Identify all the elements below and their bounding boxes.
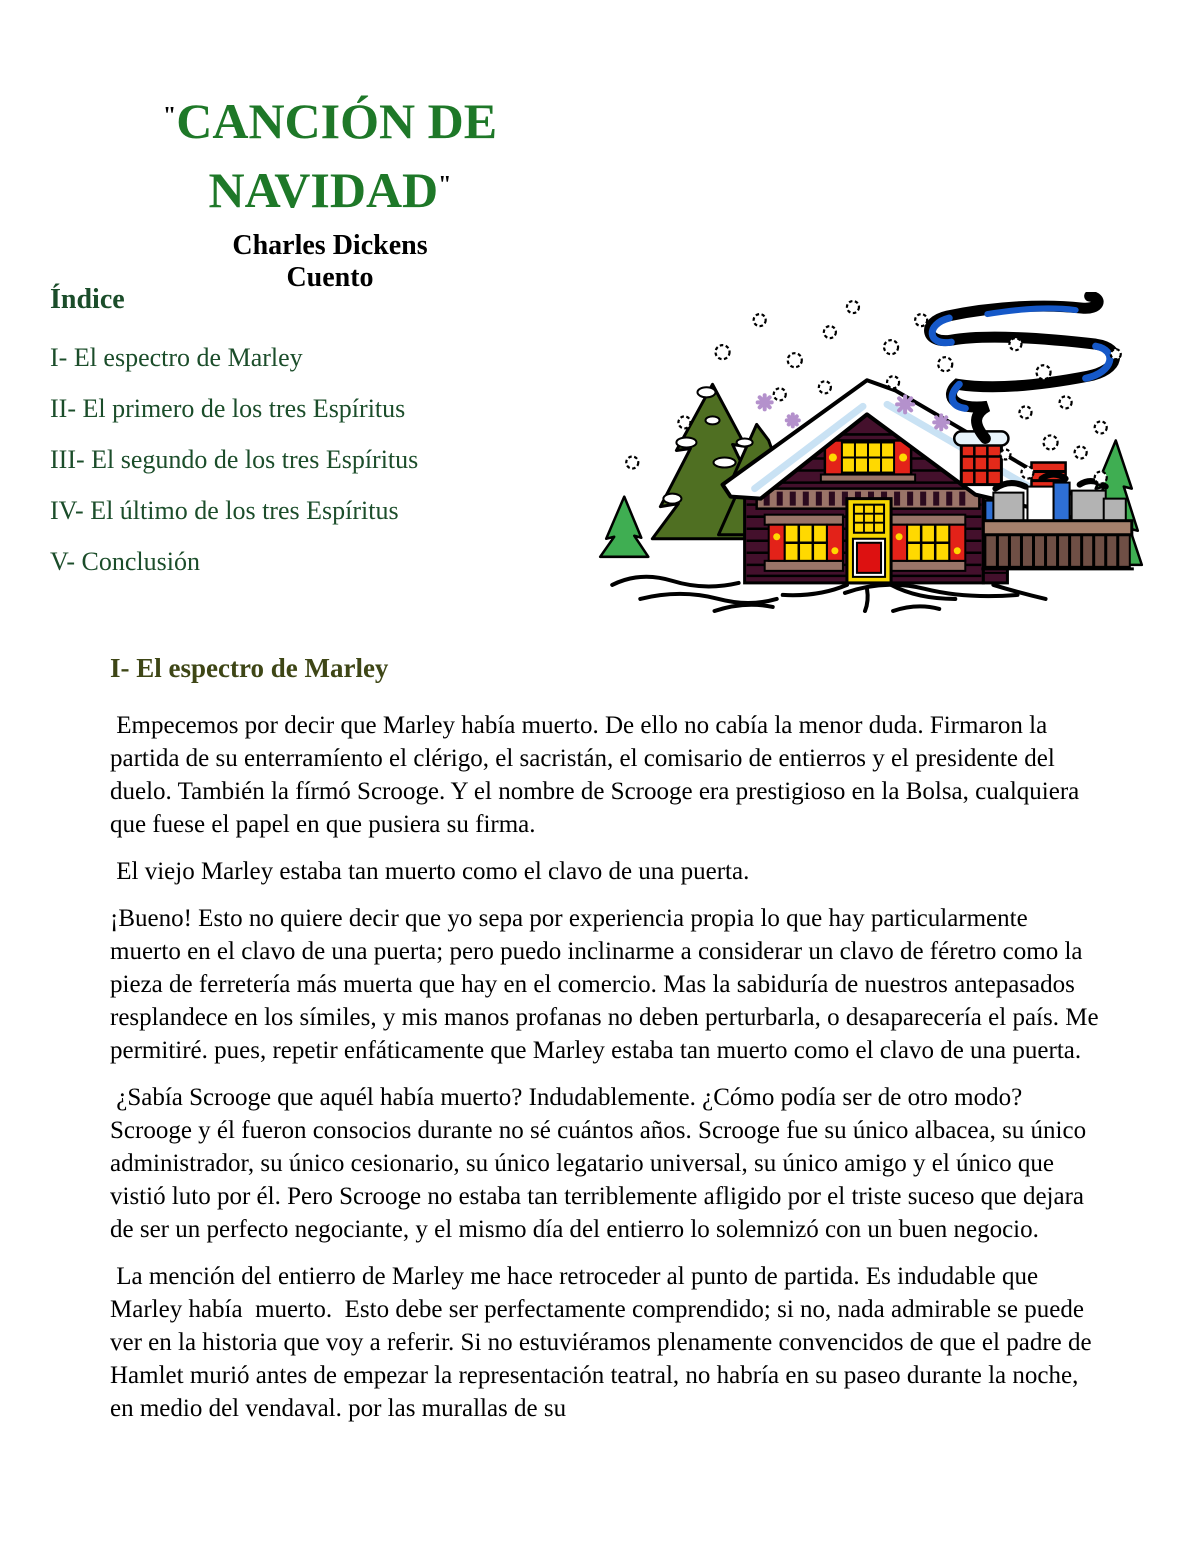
open-quote: " (162, 103, 177, 129)
document-title (40, 84, 620, 222)
table-of-contents (50, 284, 590, 597)
right-window (887, 515, 965, 571)
paragraph-1: Empecemos por decir que Marley había muerto. De ello no cabía la menor duda. Firmaron la partida de su enterramíento el clérigo, el sacristán, el comisario de entierros y el presidente del duelo. También la fírmó Scrooge. Y el nombre de Scrooge era prestigioso en la Bolsa, cualquiera que fuese el papel en que pusiera su firma. (110, 712, 1086, 838)
paragraph-5: La mención del entierro de Marley me hace retroceder al punto de partida. Es indudable que Marley había muerto. Esto debe ser perfectamente comprendido; si no, nada admirable se puede ver en la historia que voy a referir. Si no estuviéramos plenamente convencidos de que el padre de Hamlet murió antes de empezar la representación teatral, no habría en su paseo durante la noche, en medio del vendaval. por las murallas de su (110, 1263, 1098, 1422)
paragraph-3: ¡Bueno! Esto no quiere decir que yo sepa por experiencia propia lo que hay particularmente muerto en el clavo de una puerta; pero puedo inclinarme a considerar un clavo de féretro como la pieza de ferretería más muerta que hay en el comercio. Mas la sabiduría de nuestros antepasados resplandece en los símiles, y mis manos profanas no deben perturbarla, o desaparecería el país. Me permitiré. pues, repetir enfáticamente que Marley estaba tan muerto como el clavo de una puerta. (110, 905, 1105, 1064)
front-door (847, 499, 891, 583)
title-text-2: NAVIDAD (208, 161, 439, 218)
index-item-3[interactable]: III- El segundo de los tres Espíritus (50, 445, 419, 474)
index-item-1[interactable]: I- El espectro de Marley (50, 343, 303, 372)
story-body (110, 652, 1105, 1439)
fence (981, 521, 1133, 569)
index-heading: Índice (50, 284, 125, 315)
subtitle: Cuento (286, 261, 374, 293)
small-pine-tree-left (600, 497, 648, 557)
author-name: Charles Dickens (232, 229, 428, 261)
index-item-5[interactable]: V- Conclusión (50, 547, 200, 576)
index-item-4[interactable]: IV- El último de los tres Espíritus (50, 496, 399, 525)
title-block (40, 84, 620, 294)
left-window (765, 515, 843, 571)
close-quote: " (438, 171, 452, 198)
paragraph-4: ¿Sabía Scrooge que aquél había muerto? Indudablemente. ¿Cómo podía ser de otro modo? Scrooge y él fueron consocios durante no sé cuántos años. Scrooge fue su único albacea, su único administrador, su único cesionario, su único legatario universal, su único amigo y el único que vistió luto por él. Pero Scrooge no estaba tan terriblemente afligido por el triste suceso que dejara de ser un perfecto negociante, y el mismo día del entierro lo solemnizó con un buen negocio. (110, 1084, 1093, 1243)
section-heading: I- El espectro de Marley (110, 653, 389, 683)
index-item-2[interactable]: II- El primero de los tres Espíritus (50, 394, 406, 423)
paragraph-2: El viejo Marley estaba tan muerto como el clavo de una puerta. (110, 858, 750, 885)
attic-window (821, 440, 915, 481)
title-text-1: CANCIÓN DE (176, 92, 498, 149)
christmas-house-illustration (594, 292, 1144, 618)
title-line-1 (163, 93, 497, 149)
title-line-2 (209, 162, 452, 218)
